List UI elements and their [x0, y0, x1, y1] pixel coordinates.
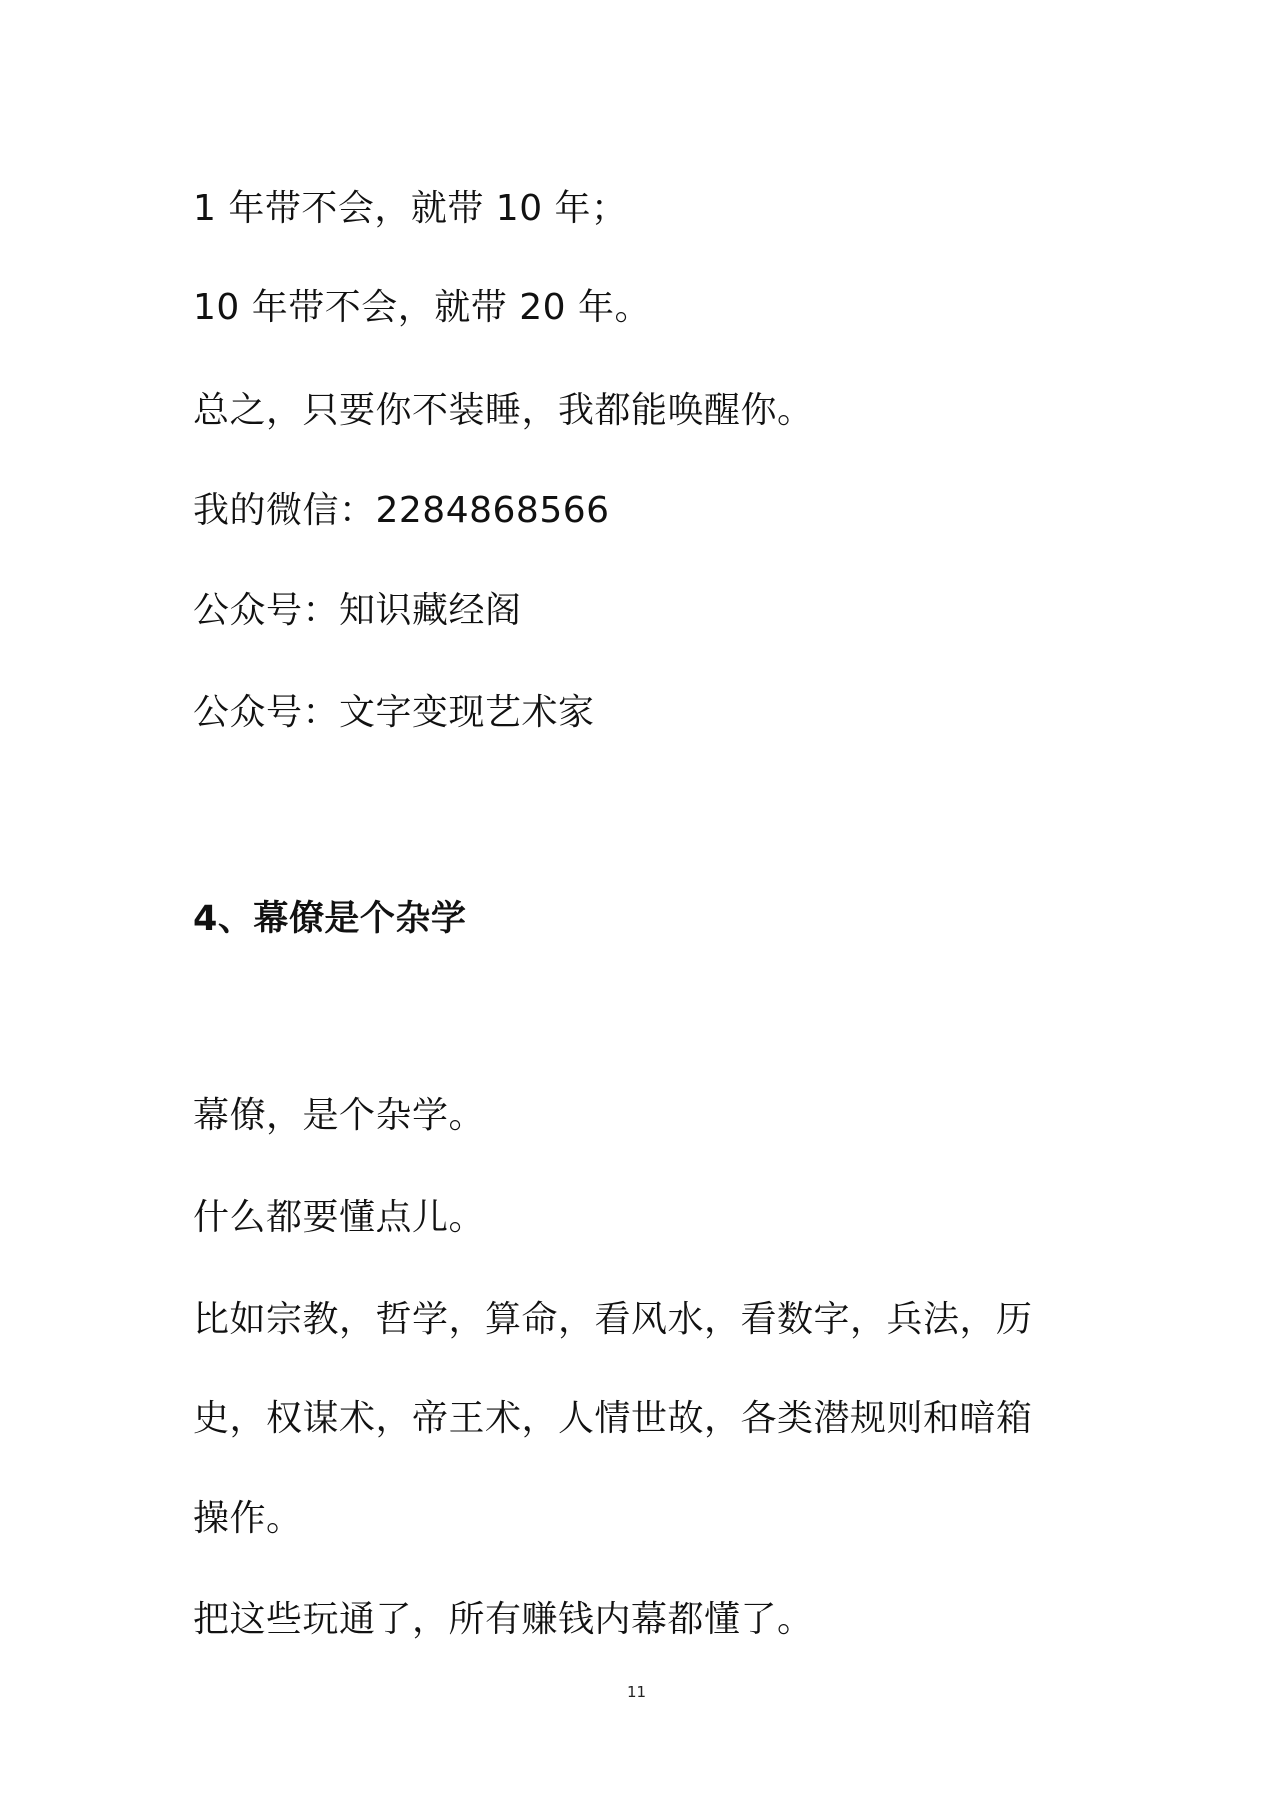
paragraph-line: 什么都要懂点儿。 — [193, 1197, 486, 1238]
paragraph-line: 比如宗教，哲学，算命，看风水，看数字，兵法，历 — [193, 1299, 1033, 1340]
wechat-line: 我的微信：2284868566 — [193, 490, 610, 531]
paragraph-line: 幕僚，是个杂学。 — [193, 1095, 486, 1136]
paragraph-line: 把这些玩通了，所有赚钱内幕都懂了。 — [193, 1599, 814, 1640]
paragraph-line: 10 年带不会，就带 20 年。 — [193, 287, 651, 328]
paragraph-line: 总之，只要你不装睡，我都能唤醒你。 — [193, 390, 814, 431]
official-account-line: 公众号：文字变现艺术家 — [193, 692, 595, 733]
paragraph-line: 史，权谋术，帝王术，人情世故，各类潜规则和暗箱 — [193, 1398, 1033, 1439]
page-number: 11 — [626, 1683, 647, 1701]
paragraph-line: 1 年带不会，就带 10 年； — [193, 188, 628, 229]
section-heading: 4、幕僚是个杂学 — [193, 899, 467, 939]
paragraph-line: 操作。 — [193, 1498, 303, 1539]
official-account-line: 公众号：知识藏经阁 — [193, 590, 522, 631]
